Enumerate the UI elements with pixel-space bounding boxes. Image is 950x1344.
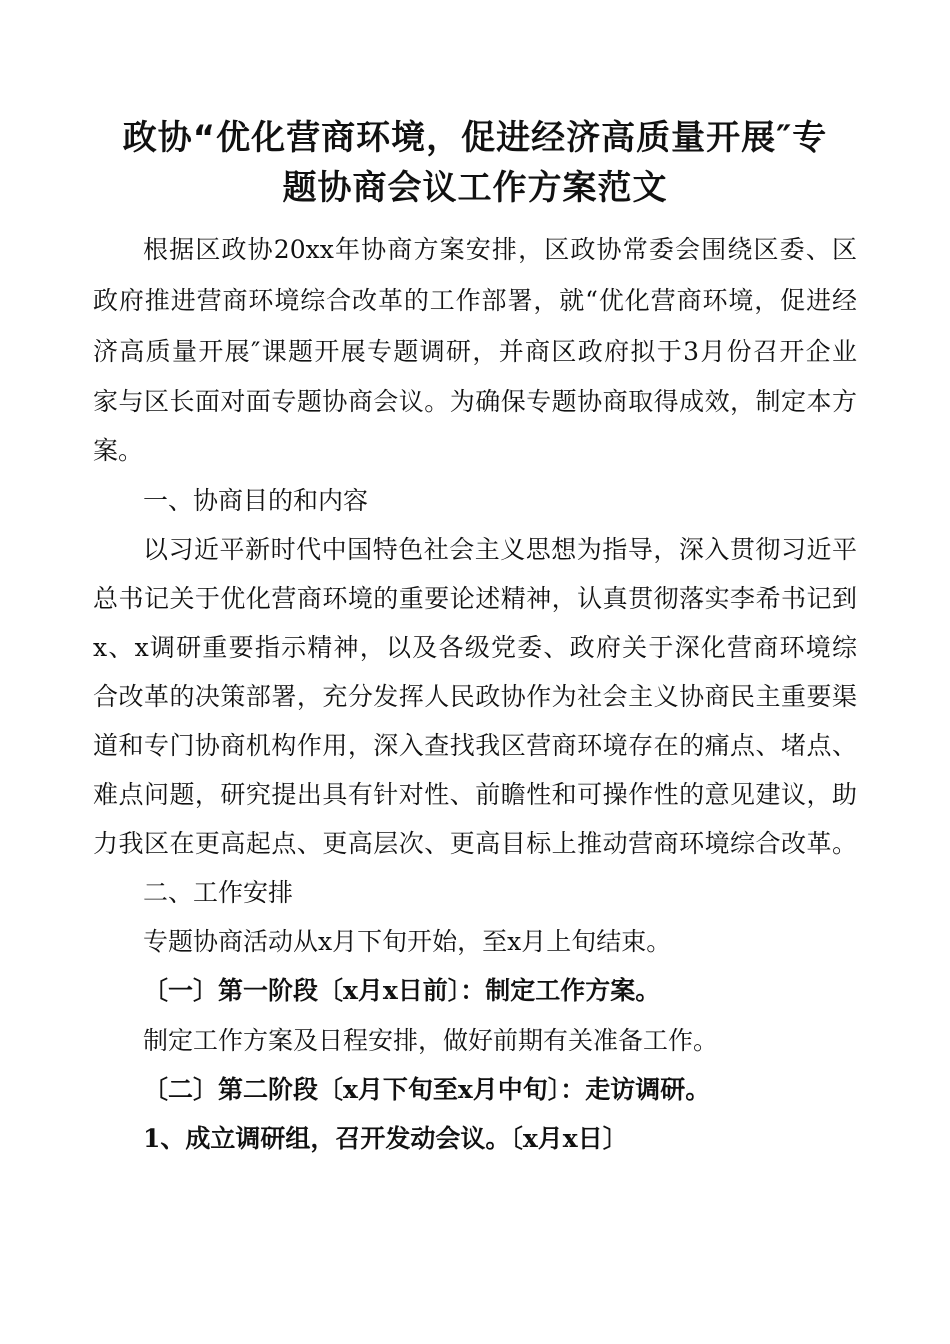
intro-line-3: 济高质量开展″课题开展专题调研，并商区政府拟于3月份召开企业 bbox=[93, 337, 857, 366]
section1-line-6: 难点问题，研究提出具有针对性、前瞻性和可操作性的意见建议，助 bbox=[93, 780, 857, 809]
item1-heading: 1、成立调研组，召开发动会议。〔x月x日〕 bbox=[143, 1124, 628, 1153]
section1-line-3: x、x调研重要指示精神，以及各级党委、政府关于深化营商环境综 bbox=[93, 633, 857, 662]
section1-line-7: 力我区在更高起点、更高层次、更高目标上推动营商环境综合改革。 bbox=[93, 829, 857, 858]
section1-line-2: 总书记关于优化营商环境的重要论述精神，认真贯彻落实李希书记到 bbox=[93, 584, 857, 613]
intro-line-5: 案。 bbox=[93, 436, 144, 465]
section1-line-1: 以习近平新时代中国特色社会主义思想为指导，深入贯彻习近平 bbox=[143, 535, 857, 564]
section1-line-5: 道和专门协商机构作用，深入查找我区营商环境存在的痛点、堵点、 bbox=[93, 731, 857, 760]
phase1-text: 制定工作方案及日程安排，做好前期有关准备工作。 bbox=[143, 1026, 719, 1055]
intro-line-1: 根据区政协20xx年协商方案安排，区政协常委会围绕区委、区 bbox=[143, 235, 857, 264]
phase1-heading: 〔一〕第一阶段〔x月x日前〕：制定工作方案。 bbox=[143, 976, 661, 1005]
intro-line-2: 政府推进营商环境综合改革的工作部署，就“优化营商环境，促进经 bbox=[93, 286, 857, 315]
section1-heading: 一、协商目的和内容 bbox=[143, 486, 369, 515]
section2-heading: 二、工作安排 bbox=[143, 878, 294, 907]
document-title-line-1: 政协“优化营商环境，促进经济高质量开展″专 bbox=[122, 118, 828, 158]
document-title-line-2: 题协商会议工作方案范文 bbox=[282, 168, 668, 208]
phase2-heading: 〔二〕第二阶段〔x月下旬至x月中旬〕：走访调研。 bbox=[143, 1075, 711, 1104]
section1-line-4: 合改革的决策部署，充分发挥人民政协作为社会主义协商民主重要渠 bbox=[93, 682, 857, 711]
section2-intro: 专题协商活动从x月下旬开始，至x月上旬结束。 bbox=[143, 927, 672, 956]
intro-line-4: 家与区长面对面专题协商会议。为确保专题协商取得成效，制定本方 bbox=[93, 387, 857, 416]
